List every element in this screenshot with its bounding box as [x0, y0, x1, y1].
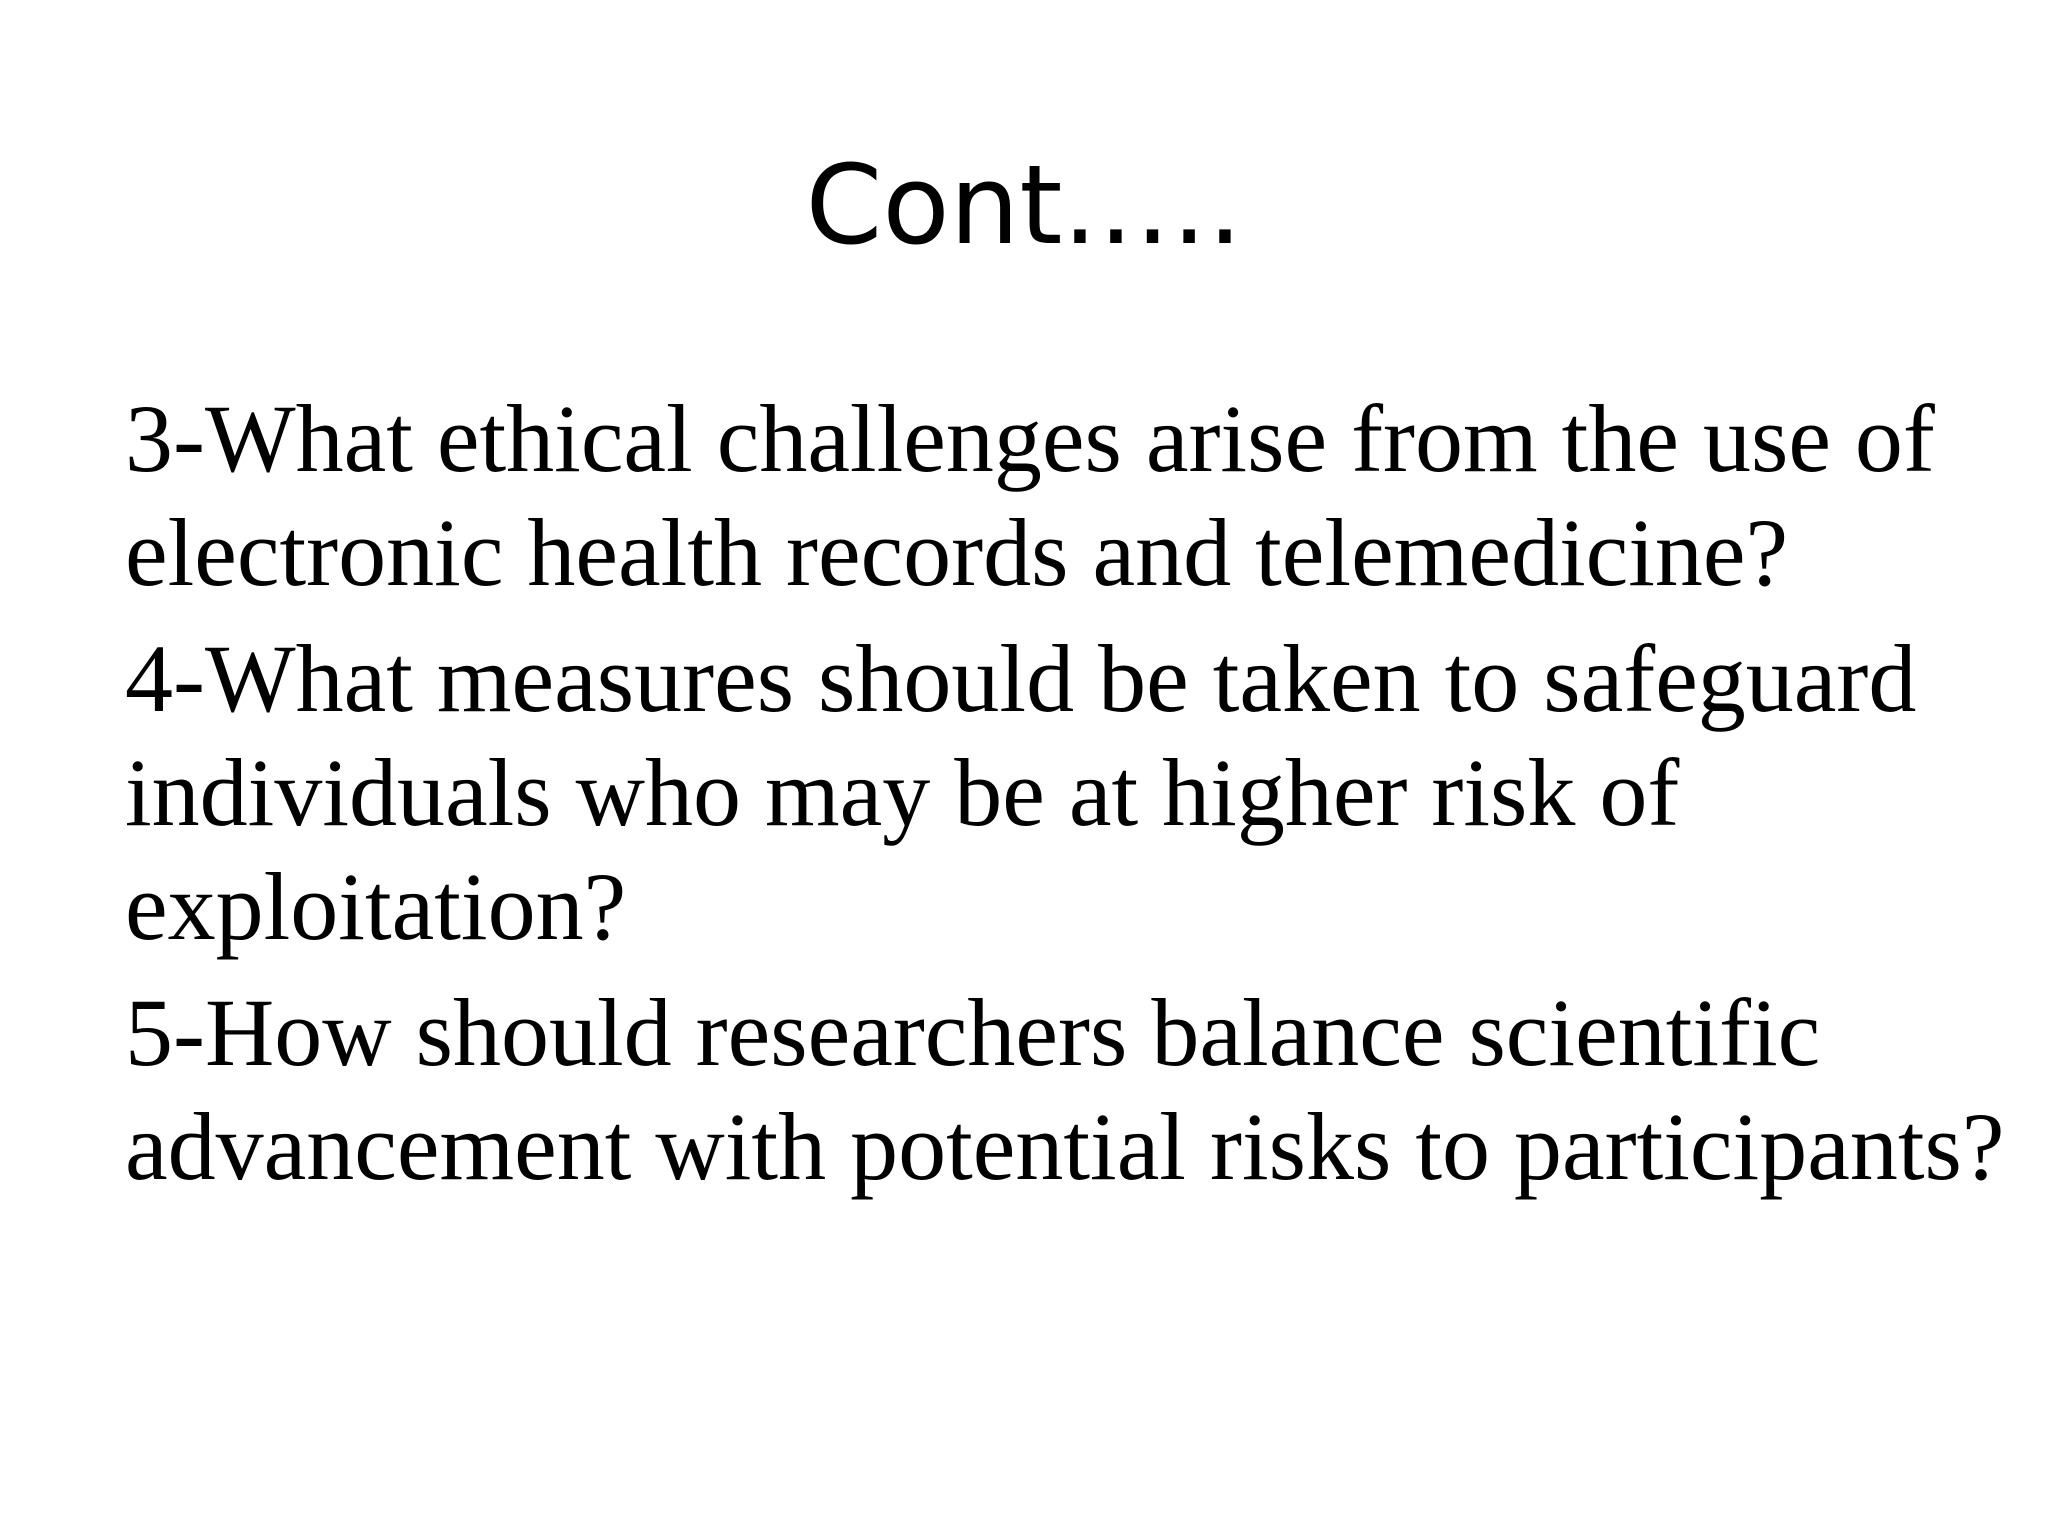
- question-4-line-1: 4-What measures should be taken to safeguard: [125, 625, 1917, 732]
- question-3: [125, 382, 1985, 610]
- question-3-line-1: 3-What ethical challenges arise from the use of: [125, 385, 1935, 492]
- question-5-line-1: 5-How should researchers balance scientific: [125, 979, 1821, 1086]
- question-5-line-2: advancement with potential risks to participants?: [125, 1093, 2005, 1200]
- question-4-line-2: individuals who may be at higher risk of: [125, 739, 1680, 846]
- question-3-line-2: electronic health records and telemedicine?: [125, 499, 1789, 606]
- question-5: [125, 976, 2005, 1204]
- question-4: [125, 622, 1985, 964]
- question-4-line-3: exploitation?: [125, 853, 627, 960]
- question-list: [125, 382, 2005, 1216]
- slide-title: Cont.….: [805, 141, 1243, 269]
